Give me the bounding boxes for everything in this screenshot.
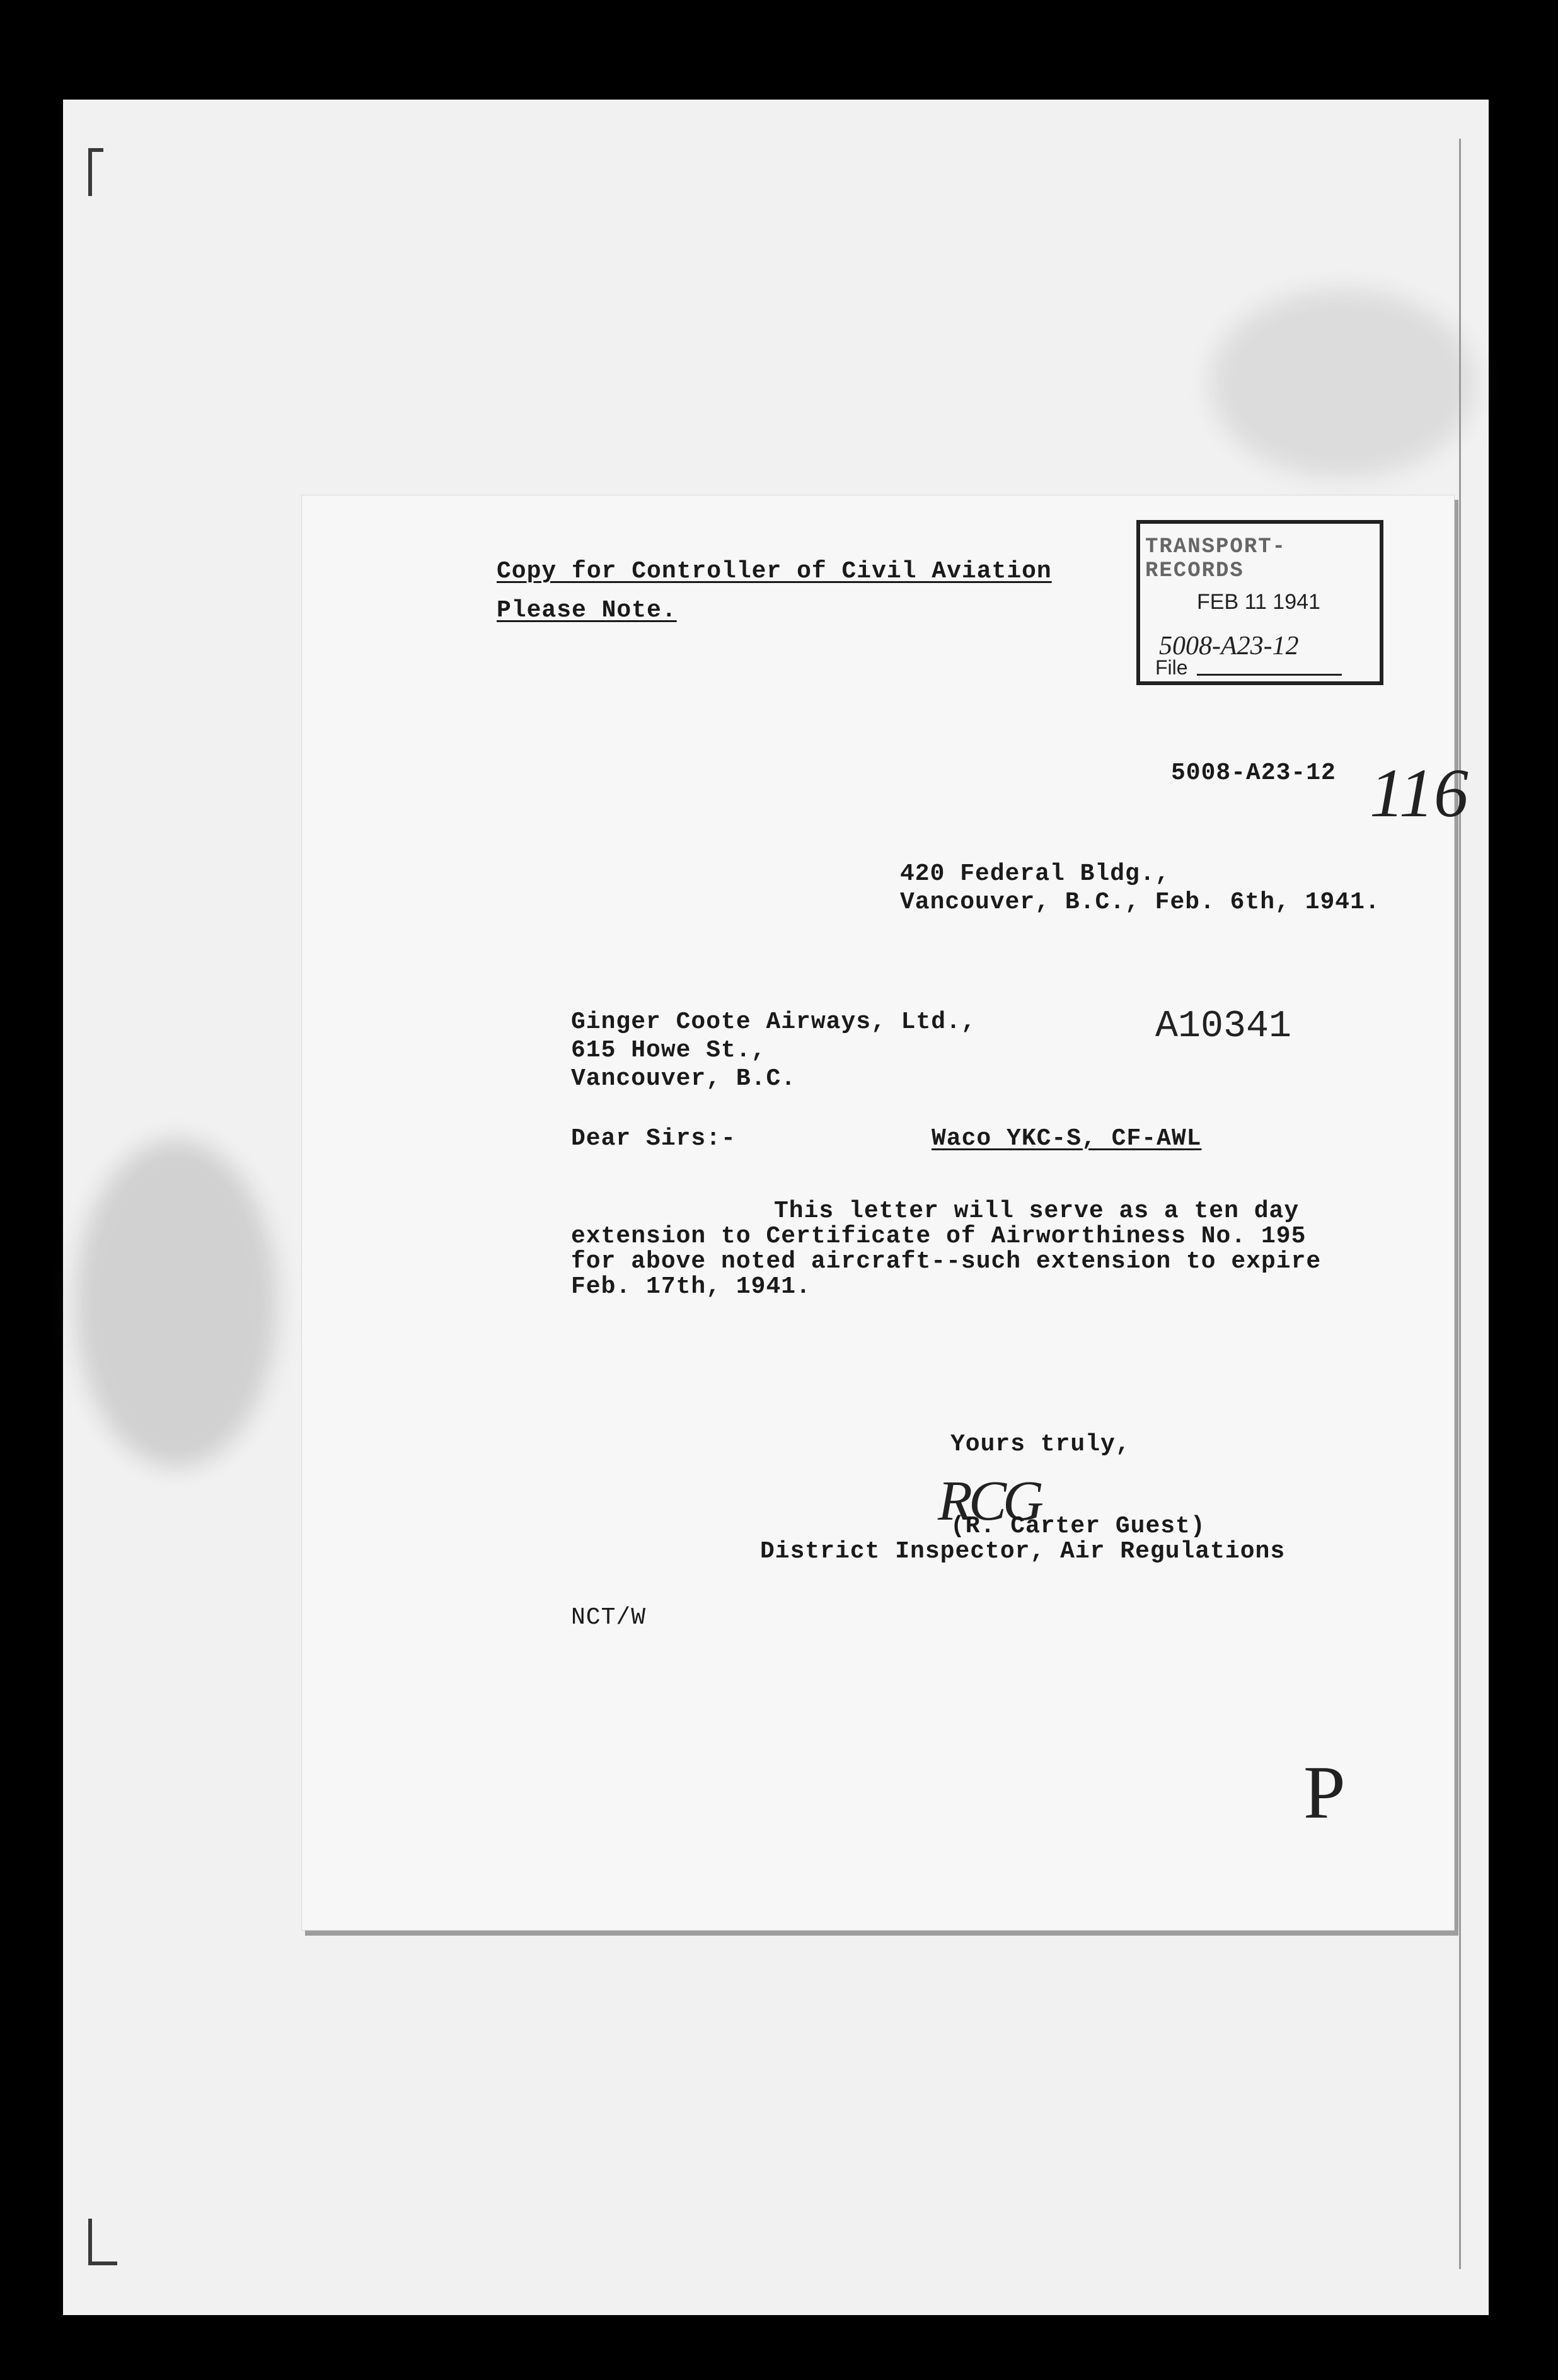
handwritten-corner-mark: P [1303, 1750, 1346, 1834]
recipient-line-3: Vancouver, B.C. [571, 1065, 797, 1092]
records-stamp [1136, 520, 1383, 685]
stamp-underline [1197, 674, 1342, 676]
body-line-2: extension to Certificate of Airworthiness No. 195 [571, 1223, 1307, 1250]
signer-name: (R. Carter Guest) [950, 1513, 1206, 1540]
salutation: Dear Sirs:- [571, 1125, 736, 1152]
typist-initials: NCT/W [571, 1604, 647, 1631]
recipient-line-1: Ginger Coote Airways, Ltd., [571, 1008, 976, 1036]
stamp-date: FEB 11 1941 [1197, 590, 1320, 614]
body-line-3: for above noted aircraft--such extension to expire [571, 1248, 1322, 1275]
sender-address-2: Vancouver, B.C., Feb. 6th, 1941. [900, 889, 1380, 916]
crop-mark-top-left [88, 148, 103, 196]
stamp-file-label: File [1155, 656, 1188, 679]
background-smudge [1210, 289, 1475, 478]
please-note: Please Note. [497, 597, 677, 624]
valediction: Yours truly, [950, 1431, 1131, 1458]
copy-heading: Copy for Controller of Civil Aviation [497, 558, 1052, 585]
subject-line: Waco YKC-S, CF-AWL [932, 1125, 1202, 1152]
stamp-title: TRANSPORT-RECORDS [1145, 535, 1287, 583]
page-edge-right [1459, 139, 1470, 2269]
signer-title: District Inspector, Air Regulations [760, 1538, 1286, 1565]
sender-address-1: 420 Federal Bldg., [900, 860, 1170, 887]
stamp-file-number: 5008-A23-12 [1159, 632, 1299, 661]
body-line-1: This letter will serve as a ten day [774, 1198, 1300, 1225]
crop-mark-bottom-left [88, 2219, 117, 2265]
signature: RCG [938, 1470, 1040, 1532]
handwritten-accession: A10341 [1155, 1005, 1292, 1048]
handwritten-page-number: 116 [1370, 754, 1469, 831]
body-line-4: Feb. 17th, 1941. [571, 1273, 811, 1300]
recipient-line-2: 615 Howe St., [571, 1037, 766, 1064]
reference-number: 5008-A23-12 [1171, 760, 1336, 787]
background-smudge [76, 1140, 277, 1467]
letter-document [301, 495, 1469, 1931]
